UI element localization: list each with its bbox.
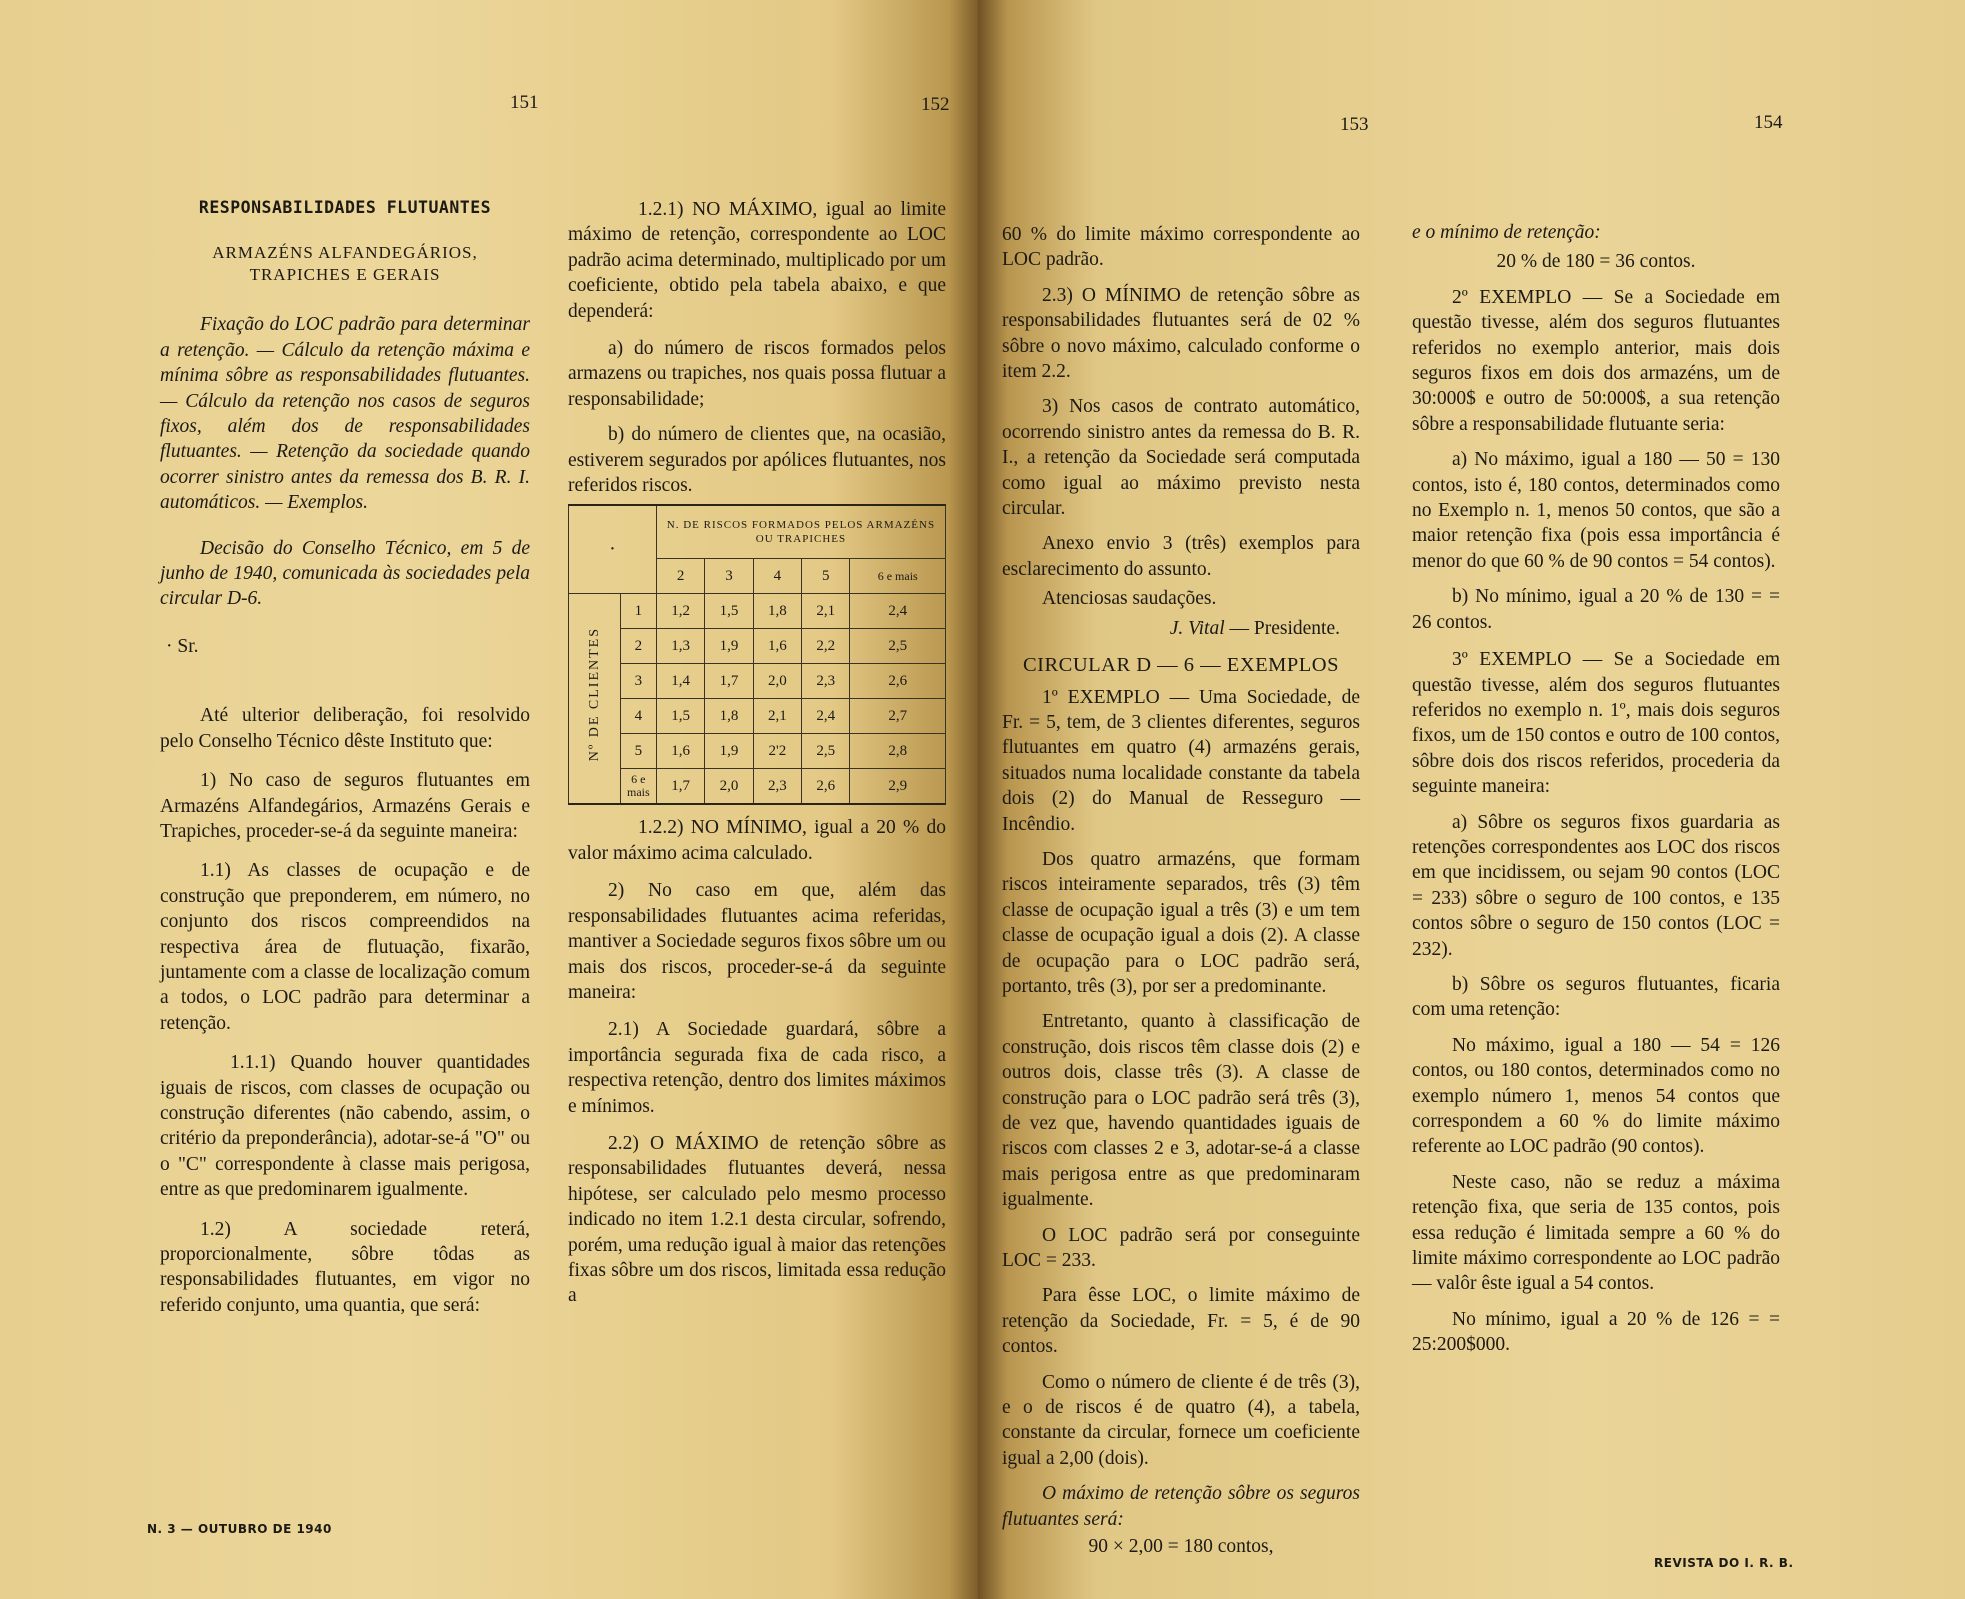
table-row-label: 3 bbox=[620, 664, 656, 699]
article-subhead: ARMAZÉNS ALFANDEGÁRIOS, TRAPICHES E GERAIS bbox=[212, 243, 478, 285]
table-col-header: 6 e mais bbox=[850, 559, 946, 594]
circular-title: CIRCULAR D — 6 — EXEMPLOS bbox=[1022, 654, 1340, 677]
table-cell: 2'2 bbox=[753, 734, 801, 769]
table-col-header: 5 bbox=[802, 559, 850, 594]
table-cell: 2,6 bbox=[802, 769, 850, 805]
signature bbox=[1002, 616, 1360, 641]
example-1-construction: Entretanto, quanto à classificação de construção, dois riscos têm classe dois (2) e outros dois, classe três (3). A classe de construção para o LOC padrão será três (3), de vez que, havendo quantidades iguais de riscos com classes 2 e 3, adotar-se-á a classe mais perigosa entre as que predominaram igualmente. bbox=[1002, 1011, 1360, 1211]
table-cell: 1,6 bbox=[656, 734, 704, 769]
example-1-calc: 90 × 2,00 = 180 contos, bbox=[1088, 1536, 1274, 1558]
paragraph-annex: Anexo envio 3 (três) exemplos para esclarecimento do assunto. bbox=[1002, 533, 1360, 580]
article-summary: Fixação do LOC padrão para determinar a retenção. — Cálculo da retenção máxima e mínima sôbre as responsabilidades flutuantes. — Cálculo da retenção nos casos de seguros fixos, além dos de responsabilidades flutuantes. — Retenção da sociedade quando ocorrer sinistro antes da remessa dos B. R. I. automáticos. — Exemplos. bbox=[160, 314, 530, 514]
table-col-header: 4 bbox=[753, 559, 801, 594]
example-3-b: b) Sôbre os seguros flutuantes, ficaria com uma retenção: bbox=[1412, 973, 1780, 1021]
table-cell: 2,0 bbox=[753, 664, 801, 699]
paragraph-continuation: 60 % do limite máximo correspondente ao LOC padrão. bbox=[1002, 224, 1360, 271]
example-2-b: b) No mínimo, igual a 20 % de 130 = = 26 contos. bbox=[1412, 586, 1780, 633]
paragraph-item-a: a) do número de riscos formados pelos armazens ou trapiches, nos quais possa flutuar a responsabilidade; bbox=[568, 338, 946, 410]
example-3-max: No máximo, igual a 180 — 54 = 126 contos, ou 180 contos, determinados como no exemplo número 1, menos 54 contos que correspondem a 60 % do limite máximo referente ao LOC padrão (90 contos). bbox=[1412, 1034, 1780, 1158]
table-row bbox=[569, 734, 946, 769]
table-cell: 2,6 bbox=[850, 664, 946, 699]
paragraph-item-1-2-2: 1.2.2) NO MÍNIMO, igual a 20 % do valor máximo acima calculado. bbox=[568, 817, 946, 864]
example-1-min-calc: 20 % de 180 = 36 contos. bbox=[1496, 251, 1696, 273]
table-row bbox=[569, 594, 946, 629]
table-cell: 2,1 bbox=[802, 594, 850, 629]
article-heading: RESPONSABILIDADES FLUTUANTES bbox=[198, 198, 492, 217]
example-1-occupation: Dos quatro armazéns, que formam riscos inteiramente separados, três (3) têm classe de ocupação igual a três (3) e um tem classe de ocupação igual a dois (2). A classe de ocupação para o LOC padrão será, portanto, três (3), por ser a predominante. bbox=[1002, 848, 1360, 997]
table-cell: 2,3 bbox=[802, 664, 850, 699]
table-row-label: 1 bbox=[620, 594, 656, 629]
example-1-max: O máximo de retenção sôbre os seguros flutuantes será: bbox=[1002, 1483, 1360, 1530]
table-col-header: 2 bbox=[656, 559, 704, 594]
table-cell: 1,9 bbox=[705, 629, 753, 664]
paragraph-item-1-2-1: 1.2.1) NO MÁXIMO, igual ao limite máximo de retenção, correspondente ao LOC padrão acima determinado, multiplicado por um coeficiente, obtido pela tabela abaixo, e que dependerá: bbox=[568, 199, 946, 322]
example-1: 1º EXEMPLO — Uma Sociedade, de Fr. = 5, tem, de 3 clientes diferentes, seguros flutuantes em quatro (4) armazéns gerais, situados numa localidade constante da tabela dois (2) do Manual de Resseguro — Incêndio. bbox=[1002, 686, 1360, 835]
table-cell: 1,7 bbox=[656, 769, 704, 805]
table-cell: 1,7 bbox=[705, 664, 753, 699]
table-cell: 2,1 bbox=[753, 699, 801, 734]
example-1-loc: O LOC padrão será por conseguinte LOC = 233. bbox=[1002, 1224, 1360, 1272]
table-row bbox=[569, 769, 946, 805]
table-cell: 1,2 bbox=[656, 594, 704, 629]
table-header-row bbox=[569, 505, 946, 559]
table-header: N. DE RISCOS FORMADOS PELOS ARMAZÉNS OU TRAPICHES bbox=[656, 505, 945, 559]
decision-note: Decisão do Conselho Técnico, em 5 de junho de 1940, comunicada às sociedades pela circular D-6. bbox=[160, 537, 530, 610]
table-row-axis-label: Nº DE CLIENTES bbox=[569, 594, 621, 805]
example-1-coefficient: Como o número de cliente é de três (3), e o de riscos é de quatro (4), a tabela, constante da circular, fornece um coeficiente igual a 2,00 (dois). bbox=[1002, 1371, 1360, 1469]
table-row-label: 6 e mais bbox=[620, 769, 656, 805]
table-cell: 2,8 bbox=[850, 734, 946, 769]
table-row-label: 5 bbox=[620, 734, 656, 769]
paragraph-item-1-2: 1.2) A sociedade reterá, proporcionalmente, sôbre tôdas as responsabilidades flutuantes, em vigor no referido conjunto, uma quantia, que será: bbox=[160, 1218, 530, 1316]
table-corner: · bbox=[569, 505, 657, 594]
coefficient-table bbox=[568, 504, 946, 805]
example-3-a: a) Sôbre os seguros fixos guardaria as retenções correspondentes aos LOC dos riscos em que incidissem, ou sejam 90 contos (LOC = 233) sôbre o seguro de 100 contos, e 135 contos sôbre o seguro de 150 contos (LOC = 232). bbox=[1412, 811, 1780, 960]
table-col-header: 3 bbox=[705, 559, 753, 594]
footer-magazine: REVISTA DO I. R. B. bbox=[1654, 1556, 1794, 1570]
paragraph-item-2-1: 2.1) A Sociedade guardará, sôbre a importância segurada fixa de cada risco, a respectiva retenção, dentro dos limites máximos e mínimos. bbox=[568, 1019, 946, 1117]
paragraph-intro: Até ulterior deliberação, foi resolvido pelo Conselho Técnico dêste Instituto que: bbox=[160, 705, 530, 752]
table-cell: 2,5 bbox=[850, 629, 946, 664]
table-cell: 2,7 bbox=[850, 699, 946, 734]
table-cell: 2,5 bbox=[802, 734, 850, 769]
table-cell: 1,3 bbox=[656, 629, 704, 664]
table-row bbox=[569, 699, 946, 734]
table-cell: 1,6 bbox=[753, 629, 801, 664]
paragraph-item-2-2: 2.2) O MÁXIMO de retenção sôbre as responsabilidades flutuantes deverá, nessa hipótese, ser calculado pelo mesmo processo indicado no item 1.2.1 desta circular, sofrendo, porém, uma redução igual à maior das retenções fixas sôbre um dos riscos, limitada essa redução a bbox=[568, 1132, 946, 1307]
table-cell: 2,0 bbox=[705, 769, 753, 805]
example-2: 2º EXEMPLO — Se a Sociedade em questão tivesse, além dos seguros flutuantes referidos no exemplo anterior, mais dois seguros fixos em dois dos armazéns, um de 30:000$ e outro de 50:000$, a sua retenção sôbre a responsabilidade flutuante seria: bbox=[1412, 286, 1780, 435]
paragraph-item-1-1: 1.1) As classes de ocupação e de construção que preponderem, em número, no conjunto dos riscos compreendidos na respectiva área de flutuação, fixarão, juntamente com a classe de localização comum a todos, o LOC padrão para determinar a retenção. bbox=[160, 860, 530, 1034]
signature-name: J. Vital bbox=[1169, 617, 1225, 639]
table-cell: 1,8 bbox=[705, 699, 753, 734]
example-2-a: a) No máximo, igual a 180 — 50 = 130 contos, isto é, 180 contos, determinados como no Exemplo n. 1, menos 50 contos, que são a maior retenção fixa (pois essa importância é menor do que 60 % de 90 contos = 54 contos). bbox=[1412, 449, 1780, 572]
table-row bbox=[569, 629, 946, 664]
page-number-152: 152 bbox=[921, 94, 950, 115]
column-153 bbox=[1002, 222, 1360, 1569]
column-154 bbox=[1412, 220, 1780, 1367]
table-cell: 1,5 bbox=[656, 699, 704, 734]
left-page bbox=[0, 0, 978, 1599]
table-row-label: 2 bbox=[620, 629, 656, 664]
column-152 bbox=[568, 197, 946, 1318]
example-1-min-label: e o mínimo de retenção: bbox=[1412, 222, 1601, 243]
example-3: 3º EXEMPLO — Se a Sociedade em questão tivesse, além dos seguros flutuantes referidos no exemplo n. 1º, mais dois seguros fixos, um de 150 contos e outro de 100 contos, sôbre dois dos riscos referidos, procederia da seguinte maneira: bbox=[1412, 649, 1780, 798]
paragraph-item-1: 1) No caso de seguros flutuantes em Armazéns Alfandegários, Armazéns Gerais e Trapiches, proceder-se-á da seguinte maneira: bbox=[160, 770, 530, 842]
table-cell: 2,9 bbox=[850, 769, 946, 805]
table-cell: 2,4 bbox=[850, 594, 946, 629]
page-number-154: 154 bbox=[1754, 112, 1783, 133]
right-page bbox=[978, 0, 1965, 1599]
example-3-note: Neste caso, não se reduz a máxima retenção fixa, que seria de 135 contos, pois essa redução é limitada sempre a 60 % do limite máximo correspondente ao LOC padrão — valôr êste igual a 54 contos. bbox=[1412, 1171, 1780, 1295]
table-cell: 1,9 bbox=[705, 734, 753, 769]
paragraph-item-2-3: 2.3) O MÍNIMO de retenção sôbre as responsabilidades flutuantes será de 02 % sôbre o novo máximo, calculado conforme o item 2.2. bbox=[1002, 284, 1360, 383]
signature-role: — Presidente. bbox=[1229, 617, 1340, 639]
paragraph-item-2: 2) No caso em que, além das responsabilidades flutuantes acima referidas, mantiver a Sociedade seguros fixos sôbre um ou mais dos riscos, proceder-se-á da seguinte maneira: bbox=[568, 880, 946, 1003]
table-cell: 1,8 bbox=[753, 594, 801, 629]
table-cell: 1,4 bbox=[656, 664, 704, 699]
page-number-151: 151 bbox=[510, 92, 539, 113]
table-cell: 2,2 bbox=[802, 629, 850, 664]
table-cell: 1,5 bbox=[705, 594, 753, 629]
page-number-153: 153 bbox=[1340, 114, 1369, 135]
paragraph-greetings: Atenciosas saudações. bbox=[1042, 588, 1217, 610]
paragraph-item-1-1-1: 1.1.1) Quando houver quantidades iguais de riscos, com classes de ocupação ou construção diferentes (não cabendo, assim, o critério da preponderância), adotar-se-á "O" ou o "C" correspondente à classe mais perigosa, entre as que predominarem igualmente. bbox=[160, 1052, 530, 1201]
table-cell: 2,3 bbox=[753, 769, 801, 805]
table-row bbox=[569, 664, 946, 699]
table-row-label: 4 bbox=[620, 699, 656, 734]
example-1-limit: Para êsse LOC, o limite máximo de retenção da Sociedade, Fr. = 5, é de 90 contos. bbox=[1002, 1285, 1360, 1358]
footer-issue: N. 3 — OUTUBRO DE 1940 bbox=[147, 1522, 332, 1536]
column-151 bbox=[160, 195, 530, 1327]
example-3-min: No mínimo, igual a 20 % de 126 = = 25:200$000. bbox=[1412, 1308, 1780, 1356]
paragraph-item-b: b) do número de clientes que, na ocasião, estiverem segurados por apólices flutuantes, nos referidos riscos. bbox=[568, 424, 946, 497]
paragraph-item-3: 3) Nos casos de contrato automático, ocorrendo sinistro antes da remessa do B. R. I., a retenção da Sociedade será computada como igual ao máximo previsto nesta circular. bbox=[1002, 396, 1360, 520]
salutation: · Sr. bbox=[166, 635, 199, 657]
table-cell: 2,4 bbox=[802, 699, 850, 734]
